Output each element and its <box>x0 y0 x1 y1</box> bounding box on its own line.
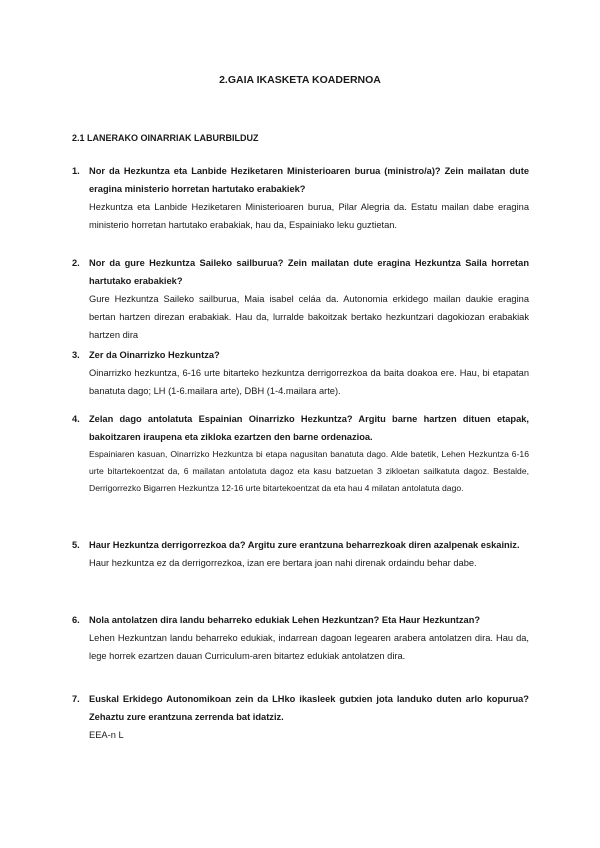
answer-text: Gure Hezkuntza Saileko sailburua, Maia isabel celáa da. Autonomia erkidego mailan daukie eragina bertan hartzen direzan erabakiak. Hau da, lurralde bakoitzak bertako hezkuntzari dagokiozan erabakiak hartzen dira <box>89 294 529 340</box>
question-text: Haur Hezkuntza derrigorrezkoa da? Argitu zure erantzuna beharrezkoak diren azalpenak eskainiz. <box>89 540 520 550</box>
question-number: 6. <box>72 615 80 625</box>
answer-text: Oinarrizko hezkuntza, 6-16 urte bitarteko hezkuntza derrigorrezkoa da baita doakoa ere. Hau, bi etapatan banatuta dago; LH (1-6.mailara arte), DBH (1-4.mailara arte). <box>89 368 529 396</box>
question-item <box>72 690 529 744</box>
answer-text: Haur hezkuntza ez da derrigorrezkoa, izan ere bertara joan nahi direnak ordaindu behar dabe. <box>89 558 477 568</box>
answer-text: Lehen Hezkuntzan landu beharreko edukiak, indarrean dagoan legearen arabera antolatzen dira. Hau da, lege horrek ezartzen dauan Curriculum-aren bitartez edukiak antolatzen dira. <box>89 633 529 661</box>
question-number: 7. <box>72 694 80 704</box>
section-heading: 2.1 LANERAKO OINARRIAK LABURBILDUZ <box>72 133 259 143</box>
question-item <box>72 346 529 400</box>
question-text: Nor da gure Hezkuntza Saileko sailburua? Zein mailatan dute eragina Hezkuntza Saila horretan hartutako erabakiek? <box>89 258 529 286</box>
question-item <box>72 254 529 344</box>
question-number: 2. <box>72 258 80 268</box>
question-item <box>72 611 529 665</box>
answer-text: Hezkuntza eta Lanbide Heziketaren Ministerioaren burua, Pilar Alegria da. Estatu mailan dabe eragina ministerio horretan hartutako erabakiak, hau da, Espainiako leku guztietan. <box>89 202 529 230</box>
question-text: Nor da Hezkuntza eta Lanbide Heziketaren Ministerioaren burua (ministro/a)? Zein mailatan dute eragina ministerio horretan hartutako erabakiek? <box>89 166 529 194</box>
question-text: Zer da Oinarrizko Hezkuntza? <box>89 350 220 360</box>
question-text: Euskal Erkidego Autonomikoan zein da LHko ikasleek gutxien jota landuko duten arlo kopurua? Zehaztu zure erantzuna zerrenda bat idatziz. <box>89 694 529 722</box>
question-item <box>72 162 529 234</box>
question-number: 1. <box>72 166 80 176</box>
question-text: Zelan dago antolatuta Espainian Oinarrizko Hezkuntza? Argitu barne hartzen dituen etapak, bakoitzaren iraupena eta zikloka ezartzen den barne ordenazioa. <box>89 414 529 442</box>
document-title: 2.GAIA IKASKETA KOADERNOA <box>219 74 381 86</box>
question-item <box>72 536 529 572</box>
question-item <box>72 410 529 497</box>
answer-text: Espainiaren kasuan, Oinarrizko Hezkuntza bi etapa nagusitan banatuta dago. Alde batetik, Lehen Hezkuntza 6-16 urte bitartekoentzat da, 6 mailatan antolatuta dagoz eta kasu batzuetan 3 zikloetan sailkatuta dagoz. Bestalde, Derrigorrezko Bigarren Hezkuntza 12-16 urte bitartekoentzat da eta hau 4 milatan antolatuta dago. <box>89 449 529 493</box>
question-number: 3. <box>72 350 80 360</box>
answer-text: EEA-n L <box>89 730 124 740</box>
question-text: Nola antolatzen dira landu beharreko edukiak Lehen Hezkuntzan? Eta Haur Hezkuntzan? <box>89 615 481 625</box>
question-number: 4. <box>72 414 80 424</box>
question-number: 5. <box>72 540 80 550</box>
